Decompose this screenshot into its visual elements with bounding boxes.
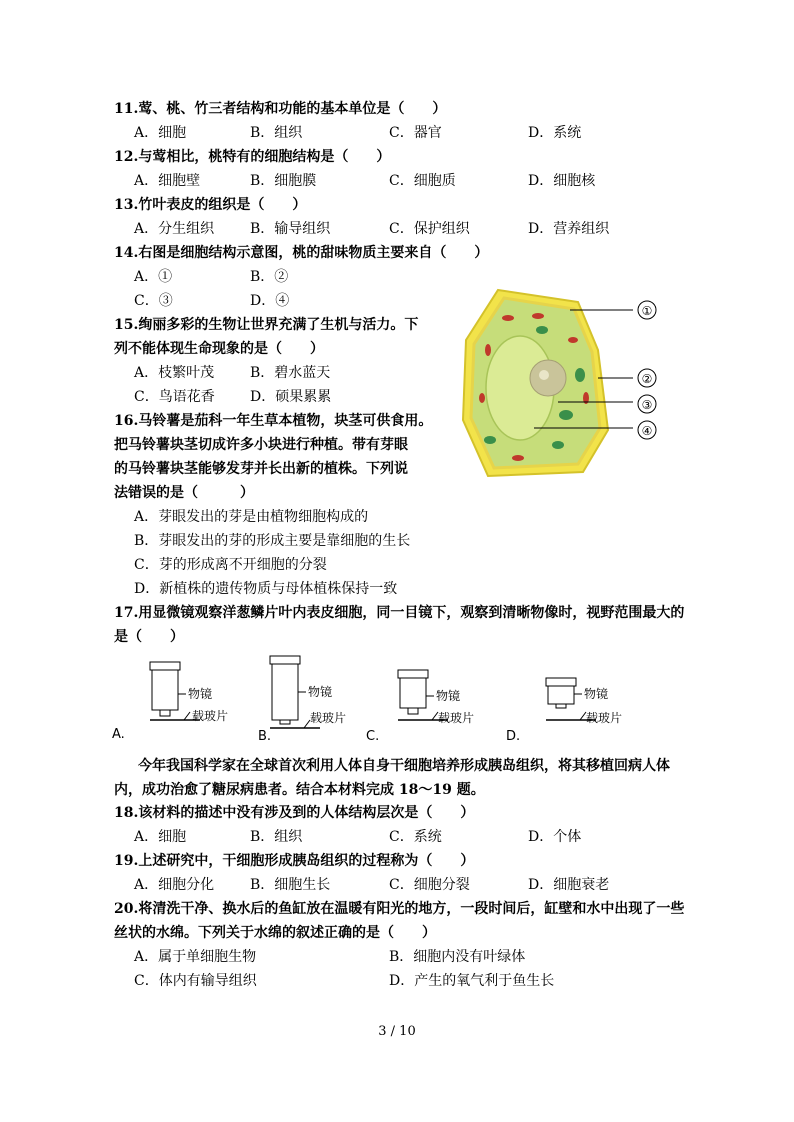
question-13-stem: 13.竹叶表皮的组织是（ ）	[114, 197, 307, 213]
page-number: 3 / 10	[378, 1024, 416, 1039]
label-4: ④	[641, 424, 653, 438]
label-1: ①	[641, 304, 653, 318]
q14-option-d[interactable]: D．④	[250, 293, 290, 309]
q18-option-c[interactable]: C．系统	[389, 829, 442, 845]
question-16-stem-line2: 把马铃薯块茎切成许多小块进行种植。带有芽眼	[114, 437, 408, 453]
slide-label: 载玻片	[192, 709, 229, 723]
chloroplast	[575, 368, 585, 382]
q14-option-b[interactable]: B．②	[250, 269, 289, 285]
q20-option-c[interactable]: C．体内有输导组织	[134, 973, 257, 989]
mitochondrion	[512, 455, 524, 461]
q15-option-c[interactable]: C．鸟语花香	[134, 389, 215, 405]
question-15-stem-line1: 15.绚丽多彩的生物让世界充满了生机与活力。下	[114, 317, 419, 333]
slide-label: 载玻片	[586, 711, 623, 725]
q18-option-a[interactable]: A．细胞	[134, 829, 187, 845]
objective-lens-options	[110, 650, 670, 745]
q20-option-d[interactable]: D．产生的氧气利于鱼生长	[389, 973, 555, 989]
lens-option-d[interactable]	[506, 678, 622, 744]
option-letter-d: D.	[506, 729, 521, 744]
option-letter-c: C.	[366, 729, 380, 744]
q19-option-a[interactable]: A．细胞分化	[134, 877, 215, 893]
q16-option-a[interactable]: A．芽眼发出的芽是由植物细胞构成的	[134, 509, 369, 525]
q15-option-a[interactable]: A．枝繁叶茂	[134, 365, 215, 381]
question-12-stem: 12.与莺相比，桃特有的细胞结构是（ ）	[114, 149, 391, 165]
objective-label: 物镜	[188, 687, 213, 701]
mitochondrion	[502, 315, 514, 321]
plant-cell-diagram	[458, 280, 668, 480]
objective-label: 物镜	[584, 687, 609, 701]
q15-option-d[interactable]: D．硕果累累	[250, 389, 332, 405]
q19-option-d[interactable]: D．细胞衰老	[528, 877, 610, 893]
question-17-stem-line1: 17.用显微镜观察洋葱鳞片叶内表皮细胞，同一目镜下，观察到清晰物像时，视野范围最大的	[114, 605, 685, 621]
question-20-stem-line2: 丝状的水绵。下列关于水绵的叙述正确的是（ ）	[114, 925, 436, 941]
objective-label: 物镜	[308, 685, 333, 699]
chloroplast	[559, 410, 573, 420]
label-3: ③	[641, 398, 653, 412]
material-paragraph-line2: 内，成功治愈了糖尿病患者。结合本材料完成 18～19 题。	[114, 782, 485, 798]
q16-option-c[interactable]: C．芽的形成离不开细胞的分裂	[134, 557, 327, 573]
chloroplast	[552, 441, 564, 449]
slide-label: 载玻片	[438, 711, 475, 725]
objective-label: 物镜	[436, 689, 461, 703]
q18-option-b[interactable]: B．组织	[250, 829, 303, 845]
lens-option-b[interactable]	[258, 656, 346, 744]
mitochondrion	[568, 337, 578, 343]
q12-option-c[interactable]: C．细胞质	[389, 173, 456, 189]
q11-option-c[interactable]: C．器官	[389, 125, 442, 141]
lens-option-c[interactable]	[366, 670, 474, 744]
q13-option-b[interactable]: B．输导组织	[250, 221, 331, 237]
question-14-stem: 14.右图是细胞结构示意图，桃的甜味物质主要来自（ ）	[114, 245, 489, 261]
q12-option-b[interactable]: B．细胞膜	[250, 173, 317, 189]
question-16-stem-line1: 16.马铃薯是茄科一年生草本植物，块茎可供食用。	[114, 413, 433, 429]
question-16-stem-line3: 的马铃薯块茎能够发芽并长出新的植株。下列说	[114, 461, 408, 477]
question-20-stem-line1: 20.将清洗干净、换水后的鱼缸放在温暖有阳光的地方，一段时间后，缸壁和水中出现了一些	[114, 901, 685, 917]
option-letter-b: B.	[258, 729, 272, 744]
q13-option-c[interactable]: C．保护组织	[389, 221, 470, 237]
q15-option-b[interactable]: B．碧水蓝天	[250, 365, 331, 381]
q20-option-a[interactable]: A．属于单细胞生物	[134, 949, 257, 965]
question-11-stem: 11.莺、桃、竹三者结构和功能的基本单位是（ ）	[114, 101, 447, 117]
q18-option-d[interactable]: D．个体	[528, 829, 582, 845]
nucleolus	[539, 370, 549, 380]
q19-option-c[interactable]: C．细胞分裂	[389, 877, 470, 893]
q13-option-d[interactable]: D．营养组织	[528, 221, 610, 237]
q14-option-a[interactable]: A．①	[134, 269, 173, 285]
question-18-stem: 18.该材料的描述中没有涉及到的人体结构层次是（ ）	[114, 805, 475, 821]
label-2: ②	[641, 372, 653, 386]
mitochondrion	[485, 344, 491, 356]
q11-option-b[interactable]: B．组织	[250, 125, 303, 141]
mitochondrion	[532, 313, 544, 319]
q19-option-b[interactable]: B．细胞生长	[250, 877, 331, 893]
q11-option-d[interactable]: D．系统	[528, 125, 582, 141]
chloroplast	[484, 436, 496, 444]
question-17-stem-line2: 是（ ）	[114, 629, 184, 645]
slide-label: 载玻片	[310, 711, 347, 725]
chloroplast	[536, 326, 548, 334]
q13-option-a[interactable]: A．分生组织	[134, 221, 215, 237]
q20-option-b[interactable]: B．细胞内没有叶绿体	[389, 949, 526, 965]
mitochondrion	[479, 393, 485, 403]
q16-option-b[interactable]: B．芽眼发出的芽的形成主要是靠细胞的生长	[134, 533, 411, 549]
q12-option-a[interactable]: A．细胞壁	[134, 173, 201, 189]
q11-option-a[interactable]: A．细胞	[134, 125, 187, 141]
option-letter-a: A.	[112, 727, 125, 742]
question-16-stem-line4: 法错误的是（ ）	[114, 485, 254, 501]
q16-option-d[interactable]: D．新植株的遗传物质与母体植株保持一致	[134, 581, 398, 597]
question-15-stem-line2: 列不能体现生命现象的是（ ）	[114, 341, 324, 357]
material-paragraph-line1: 今年我国科学家在全球首次利用人体自身干细胞培养形成胰岛组织，将其移植回病人体	[138, 758, 670, 774]
q14-option-c[interactable]: C．③	[134, 293, 173, 309]
lens-option-a[interactable]	[112, 662, 228, 742]
q12-option-d[interactable]: D．细胞核	[528, 173, 596, 189]
question-19-stem: 19.上述研究中，干细胞形成胰岛组织的过程称为（ ）	[114, 853, 475, 869]
